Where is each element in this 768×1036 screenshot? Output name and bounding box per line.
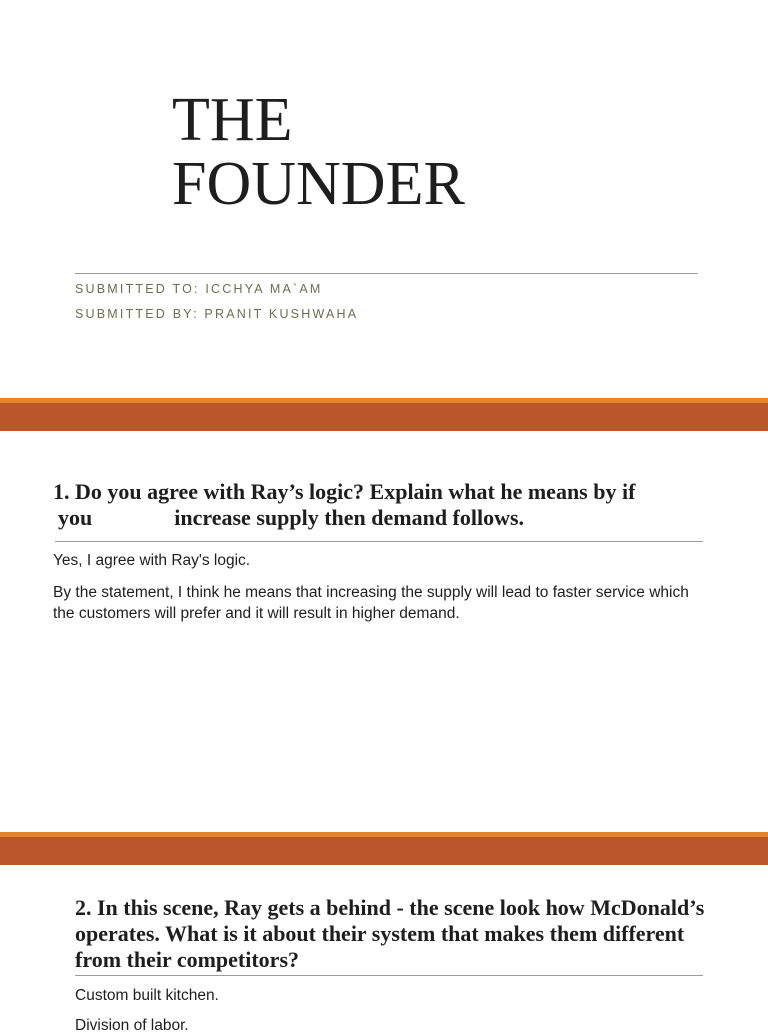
question-1-line-2b: increase supply then demand follows. — [174, 505, 525, 530]
question-1-line-2a: you — [58, 505, 93, 530]
question-1-line-1: 1. Do you agree with Ray’s logic? Explain what he means by if — [53, 479, 636, 504]
title-line-2: FOUNDER — [172, 150, 465, 218]
answer-2-line-2: Division of labor. — [75, 1017, 189, 1034]
answer-1-line-2: By the statement, I think he means that increasing the supply will lead to faster service which the customers will prefer and it will result in higher demand. — [53, 584, 689, 622]
answer-1-line-1: Yes, I agree with Ray's logic. — [53, 552, 251, 569]
submitted-by: SUBMITTED BY: PRANIT KUSHWAHA — [75, 307, 359, 321]
title-divider — [75, 273, 698, 274]
question-2-divider — [75, 975, 703, 976]
question-1-heading — [53, 479, 733, 531]
question-2-heading: 2. In this scene, Ray gets a behind - the scene look how McDonald’s operates. What is it about their system that makes them different from their competitors? — [75, 895, 705, 972]
submitted-to: SUBMITTED TO: ICCHYA MA`AM — [75, 282, 323, 296]
slide-divider-band — [0, 837, 768, 865]
title-line-1: THE — [172, 86, 293, 154]
slide-title — [172, 88, 732, 216]
answer-2-line-1: Custom built kitchen. — [75, 987, 219, 1004]
question-1-divider — [55, 541, 703, 542]
slide-divider-band — [0, 403, 768, 431]
